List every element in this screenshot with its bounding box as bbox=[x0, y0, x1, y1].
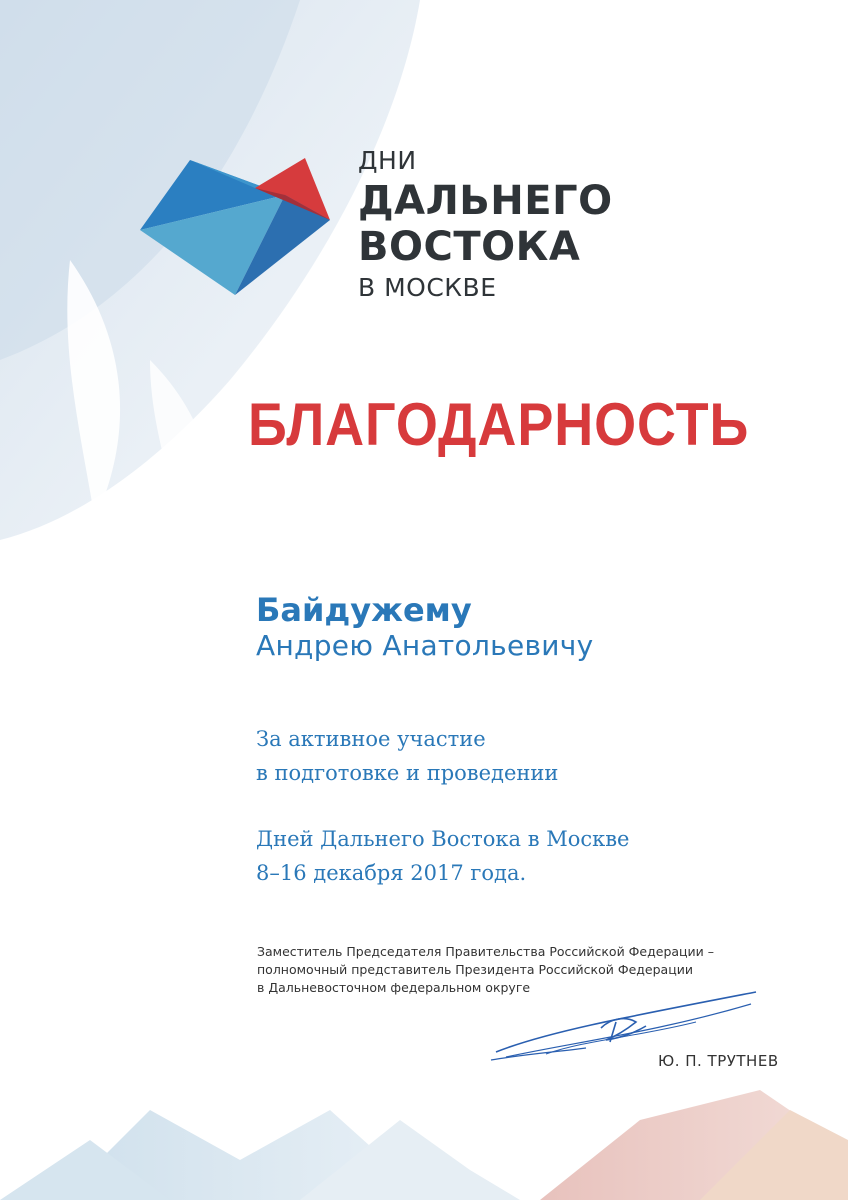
recipient-first-names: Андрею Анатольевичу bbox=[256, 629, 594, 662]
recipient-name bbox=[256, 592, 594, 664]
body-spacer bbox=[256, 790, 629, 822]
body-line-4: 8–16 декабря 2017 года. bbox=[256, 861, 527, 885]
certificate-body bbox=[256, 722, 629, 890]
certificate-title: БЛАГОДАРНОСТЬ bbox=[248, 391, 750, 458]
logo-line-2: ДАЛЬНЕГО bbox=[358, 178, 613, 224]
signer-line-1: Заместитель Председателя Правительства Российской Федерации – bbox=[257, 944, 715, 959]
logo-line-1: ДНИ bbox=[358, 146, 417, 175]
logo-line-3: ВОСТОКА bbox=[358, 224, 581, 270]
signer-name: Ю. П. ТРУТНЕВ bbox=[658, 1052, 779, 1070]
event-logo-text bbox=[358, 148, 613, 300]
logo-line-4: В МОСКВЕ bbox=[358, 273, 497, 302]
event-logo-icon bbox=[140, 150, 340, 300]
signer-line-3: в Дальневосточном федеральном округе bbox=[257, 980, 531, 995]
body-line-2: в подготовке и проведении bbox=[256, 761, 559, 785]
signer-line-2: полномочный представитель Президента Российской Федерации bbox=[257, 962, 693, 977]
body-line-3: Дней Дальнего Востока в Москве bbox=[256, 827, 630, 851]
recipient-last-name: Байдужему bbox=[256, 591, 472, 629]
body-line-1: За активное участие bbox=[256, 727, 486, 751]
